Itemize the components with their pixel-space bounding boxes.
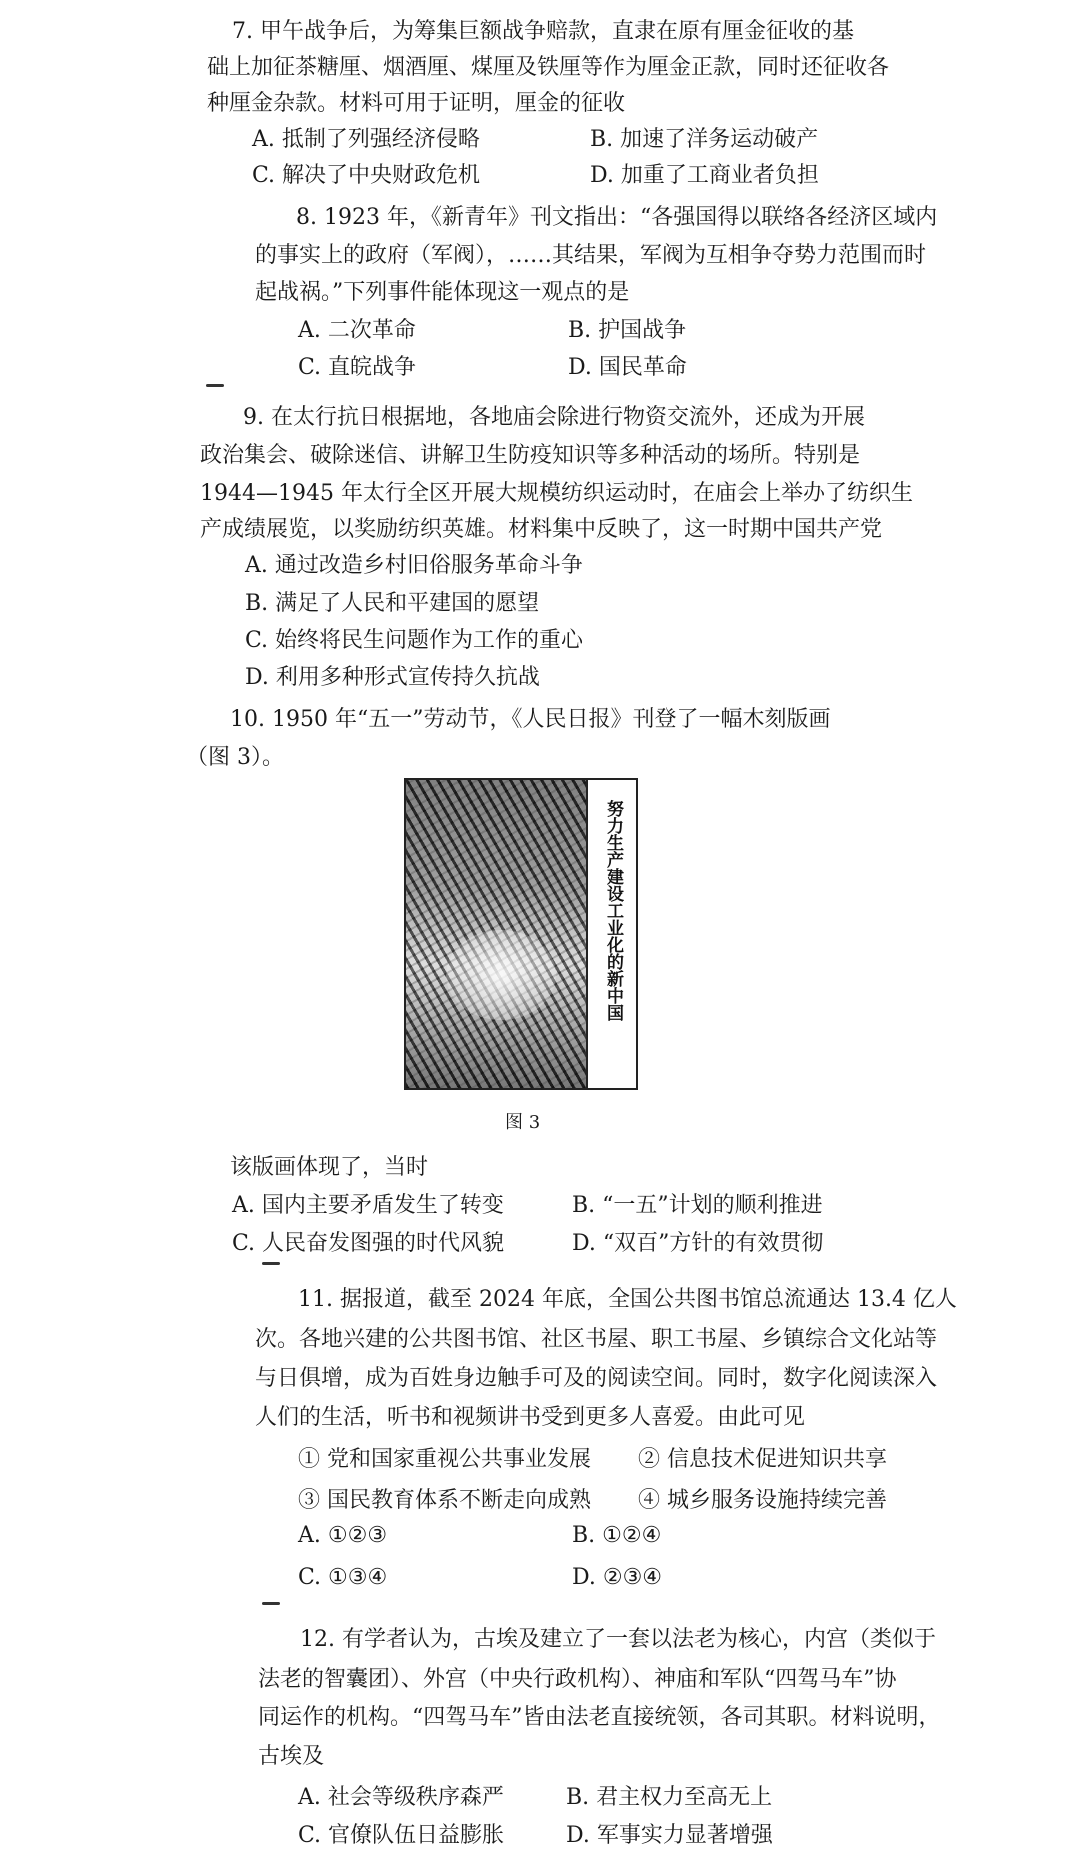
figure-caption: 努力生产建设工业化的新中国: [603, 800, 623, 1021]
question-7-option-b: B. 加速了洋务运动破产: [590, 127, 819, 152]
question-11-option-b: B. ①②④: [572, 1523, 662, 1548]
question-12-option-b: B. 君主权力至高无上: [566, 1785, 773, 1810]
question-10-stem: 该版画体现了，当时: [230, 1155, 429, 1180]
margin-mark: [262, 1602, 280, 1605]
question-11-statement-2: ② 信息技术促进知识共享: [638, 1447, 887, 1472]
question-9-line: 政治集会、破除迷信、讲解卫生防疫知识等多种活动的场所。特别是: [200, 443, 861, 468]
question-8-line: 的事实上的政府（军阀），……其结果，军阀为互相争夺势力范围而时: [255, 243, 927, 268]
question-8-line: 8. 1923 年，《新青年》刊文指出：“各强国得以联络各经济区域内: [296, 205, 938, 230]
question-10-option-b: B. “一五”计划的顺利推进: [572, 1193, 823, 1218]
question-12-option-d: D. 军事实力显著增强: [566, 1823, 773, 1848]
question-11-line: 11. 据报道，截至 2024 年底，全国公共图书馆总流通达 13.4 亿人: [298, 1287, 957, 1312]
question-8-line: 起战祸。”下列事件能体现这一观点的是: [255, 280, 630, 305]
question-8-option-d: D. 国民革命: [568, 355, 687, 380]
woodcut-figure: [404, 778, 638, 1090]
question-11-statement-3: ③ 国民教育体系不断走向成熟: [298, 1488, 591, 1513]
question-10-line: 10. 1950 年“五一”劳动节，《人民日报》刊登了一幅木刻版画: [230, 707, 831, 732]
question-10-option-a: A. 国内主要矛盾发生了转变: [232, 1193, 504, 1218]
question-9-option-c: C. 始终将民生问题作为工作的重心: [245, 628, 584, 653]
question-7-option-d: D. 加重了工商业者负担: [590, 163, 819, 188]
question-9-option-a: A. 通过改造乡村旧俗服务革命斗争: [245, 553, 583, 578]
question-12-option-c: C. 官僚队伍日益膨胀: [298, 1823, 505, 1848]
question-11-option-c: C. ①③④: [298, 1565, 388, 1590]
question-9-line: 9. 在太行抗日根据地，各地庙会除进行物资交流外，还成为开展: [243, 405, 865, 430]
question-9-line: 产成绩展览，以奖励纺织英雄。材料集中反映了，这一时期中国共产党: [200, 517, 883, 542]
question-10-option-d: D. “双百”方针的有效贯彻: [572, 1231, 824, 1256]
question-9-option-b: B. 满足了人民和平建国的愿望: [245, 591, 540, 616]
question-12-option-a: A. 社会等级秩序森严: [298, 1785, 504, 1810]
question-11-statement-1: ① 党和国家重视公共事业发展: [298, 1447, 591, 1472]
question-8-option-c: C. 直皖战争: [298, 355, 417, 380]
figure-label: 图 3: [505, 1112, 541, 1133]
question-12-line: 古埃及: [258, 1744, 325, 1769]
question-7-line: 7. 甲午战争后，为筹集巨额战争赔款，直隶在原有厘金征收的基: [232, 19, 854, 44]
question-11-line: 次。各地兴建的公共图书馆、社区书屋、职工书屋、乡镇综合文化站等: [255, 1327, 938, 1352]
question-8-option-b: B. 护国战争: [568, 318, 687, 343]
question-11-statement-4: ④ 城乡服务设施持续完善: [638, 1488, 887, 1513]
margin-mark: [262, 1262, 280, 1265]
question-12-line: 法老的智囊团）、外宫（中央行政机构）、神庙和军队“四驾马车”协: [258, 1667, 897, 1692]
question-11-line: 与日俱增，成为百姓身边触手可及的阅读空间。同时，数字化阅读深入: [255, 1366, 938, 1391]
woodcut-image: [406, 780, 586, 1088]
question-8-option-a: A. 二次革命: [298, 318, 416, 343]
figure-caption-box: [586, 780, 636, 1088]
question-9-option-d: D. 利用多种形式宣传持久抗战: [245, 665, 540, 690]
question-11-line: 人们的生活，听书和视频讲书受到更多人喜爱。由此可见: [255, 1405, 806, 1430]
woodcut-highlight: [446, 930, 556, 1020]
question-7-line: 种厘金杂款。材料可用于证明，厘金的征收: [207, 91, 626, 116]
question-11-option-d: D. ②③④: [572, 1565, 663, 1590]
question-10-option-c: C. 人民奋发图强的时代风貌: [232, 1231, 505, 1256]
question-12-line: 同运作的机构。“四驾马车”皆由法老直接统领，各司其职。材料说明，: [258, 1705, 941, 1730]
question-11-option-a: A. ①②③: [298, 1523, 388, 1548]
question-7-option-c: C. 解决了中央财政危机: [252, 163, 481, 188]
margin-mark: [206, 384, 224, 387]
question-9-line: 1944—1945 年太行全区开展大规模纺织运动时，在庙会上举办了纺织生: [200, 481, 913, 506]
question-7-line: 础上加征茶糖厘、烟酒厘、煤厘及铁厘等作为厘金正款，同时还征收各: [207, 55, 890, 80]
question-7-option-a: A. 抵制了列强经济侵略: [252, 127, 480, 152]
question-12-line: 12. 有学者认为，古埃及建立了一套以法老为核心，内宫（类似于: [300, 1627, 936, 1652]
question-10-line: （图 3）。: [186, 745, 284, 770]
